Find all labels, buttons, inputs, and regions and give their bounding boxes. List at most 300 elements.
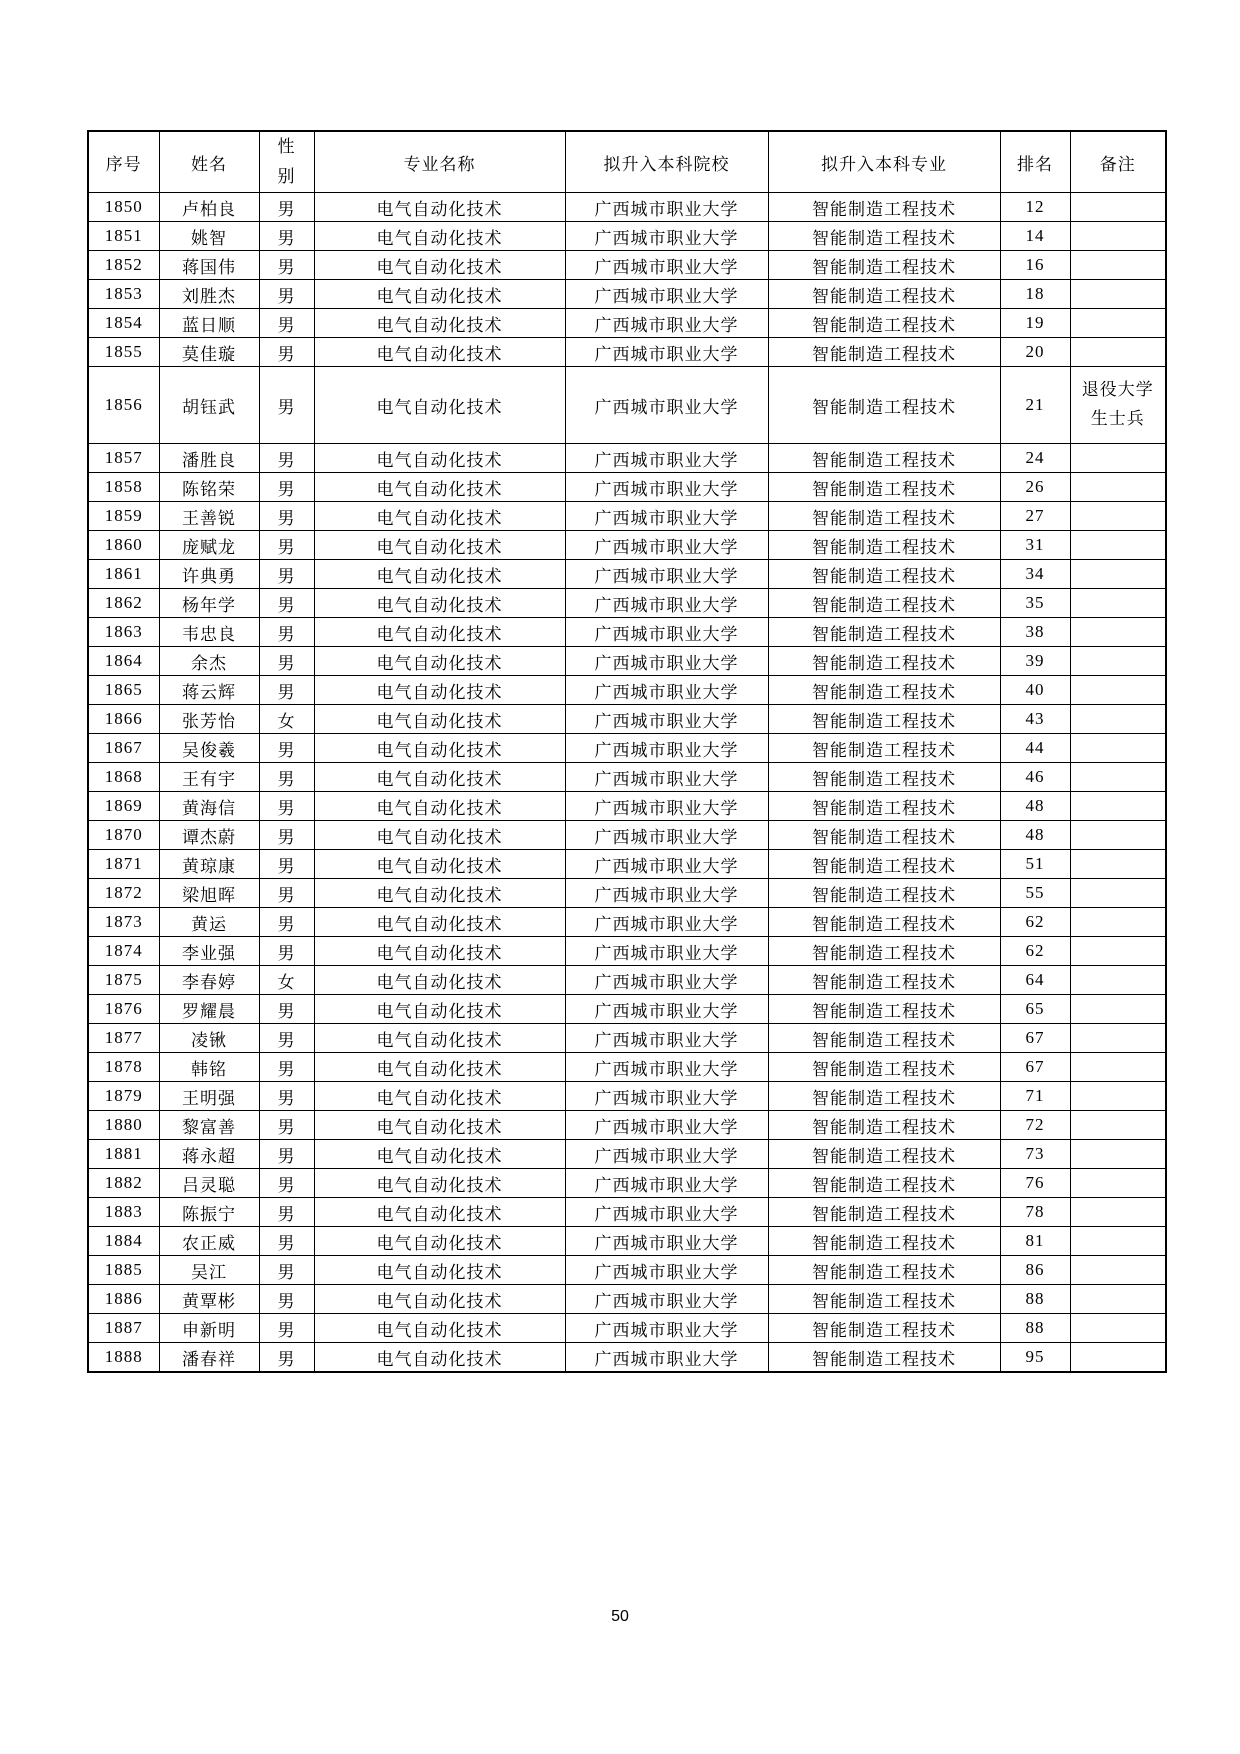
cell-major: 电气自动化技术	[314, 1285, 565, 1314]
cell-remark	[1070, 618, 1166, 647]
cell-target: 智能制造工程技术	[768, 309, 1000, 338]
header-major: 专业名称	[314, 131, 565, 193]
cell-rank: 48	[1000, 792, 1070, 821]
cell-college: 广西城市职业大学	[565, 1053, 768, 1082]
table-row	[88, 193, 1166, 222]
cell-college: 广西城市职业大学	[565, 850, 768, 879]
table-row	[88, 850, 1166, 879]
cell-rank: 19	[1000, 309, 1070, 338]
cell-target: 智能制造工程技术	[768, 937, 1000, 966]
cell-remark	[1070, 309, 1166, 338]
cell-rank: 35	[1000, 589, 1070, 618]
cell-major: 电气自动化技术	[314, 1024, 565, 1053]
cell-gender: 男	[259, 531, 314, 560]
cell-rank: 48	[1000, 821, 1070, 850]
cell-college: 广西城市职业大学	[565, 995, 768, 1024]
cell-rank: 27	[1000, 502, 1070, 531]
table-row	[88, 705, 1166, 734]
cell-name: 陈铭荣	[159, 473, 259, 502]
cell-gender: 男	[259, 937, 314, 966]
cell-name: 杨年学	[159, 589, 259, 618]
cell-gender: 男	[259, 1256, 314, 1285]
cell-index: 1873	[88, 908, 159, 937]
cell-gender: 男	[259, 444, 314, 473]
cell-index: 1865	[88, 676, 159, 705]
cell-rank: 51	[1000, 850, 1070, 879]
cell-index: 1851	[88, 222, 159, 251]
cell-name: 蒋永超	[159, 1140, 259, 1169]
cell-index: 1884	[88, 1227, 159, 1256]
cell-rank: 34	[1000, 560, 1070, 589]
cell-gender: 男	[259, 821, 314, 850]
cell-rank: 67	[1000, 1053, 1070, 1082]
cell-college: 广西城市职业大学	[565, 502, 768, 531]
cell-rank: 39	[1000, 647, 1070, 676]
cell-index: 1862	[88, 589, 159, 618]
cell-remark	[1070, 1285, 1166, 1314]
cell-target: 智能制造工程技术	[768, 1256, 1000, 1285]
cell-major: 电气自动化技术	[314, 1082, 565, 1111]
cell-index: 1887	[88, 1314, 159, 1343]
cell-gender: 男	[259, 1169, 314, 1198]
cell-gender: 男	[259, 473, 314, 502]
cell-remark: 退役大学生士兵	[1070, 367, 1166, 444]
cell-major: 电气自动化技术	[314, 1053, 565, 1082]
table-row	[88, 676, 1166, 705]
table-row	[88, 1314, 1166, 1343]
cell-major: 电气自动化技术	[314, 222, 565, 251]
cell-name: 韦忠良	[159, 618, 259, 647]
cell-major: 电气自动化技术	[314, 502, 565, 531]
cell-index: 1866	[88, 705, 159, 734]
cell-gender: 男	[259, 792, 314, 821]
cell-name: 谭杰蔚	[159, 821, 259, 850]
header-target: 拟升入本科专业	[768, 131, 1000, 193]
cell-name: 王善锐	[159, 502, 259, 531]
cell-gender: 男	[259, 309, 314, 338]
cell-college: 广西城市职业大学	[565, 908, 768, 937]
cell-college: 广西城市职业大学	[565, 444, 768, 473]
cell-name: 农正威	[159, 1227, 259, 1256]
cell-remark	[1070, 560, 1166, 589]
cell-name: 庞赋龙	[159, 531, 259, 560]
cell-college: 广西城市职业大学	[565, 531, 768, 560]
cell-major: 电气自动化技术	[314, 1169, 565, 1198]
cell-index: 1856	[88, 367, 159, 444]
table-row	[88, 1198, 1166, 1227]
cell-remark	[1070, 705, 1166, 734]
cell-name: 黎富善	[159, 1111, 259, 1140]
table-row	[88, 1256, 1166, 1285]
header-rank: 排名	[1000, 131, 1070, 193]
cell-gender: 男	[259, 879, 314, 908]
page-number: 50	[611, 1608, 629, 1625]
cell-target: 智能制造工程技术	[768, 280, 1000, 309]
cell-remark	[1070, 1169, 1166, 1198]
cell-major: 电气自动化技术	[314, 937, 565, 966]
cell-major: 电气自动化技术	[314, 1140, 565, 1169]
table-row	[88, 589, 1166, 618]
cell-major: 电气自动化技术	[314, 589, 565, 618]
cell-major: 电气自动化技术	[314, 879, 565, 908]
cell-remark	[1070, 222, 1166, 251]
student-roster-table	[87, 130, 1167, 1373]
header-remark: 备注	[1070, 131, 1166, 193]
cell-remark	[1070, 937, 1166, 966]
cell-major: 电气自动化技术	[314, 531, 565, 560]
cell-name: 韩铭	[159, 1053, 259, 1082]
cell-name: 蒋云辉	[159, 676, 259, 705]
cell-remark	[1070, 1198, 1166, 1227]
cell-major: 电气自动化技术	[314, 1111, 565, 1140]
cell-rank: 67	[1000, 1024, 1070, 1053]
cell-gender: 男	[259, 367, 314, 444]
cell-name: 许典勇	[159, 560, 259, 589]
cell-college: 广西城市职业大学	[565, 792, 768, 821]
cell-remark	[1070, 502, 1166, 531]
cell-name: 黄运	[159, 908, 259, 937]
cell-rank: 76	[1000, 1169, 1070, 1198]
cell-index: 1885	[88, 1256, 159, 1285]
cell-target: 智能制造工程技术	[768, 338, 1000, 367]
cell-remark	[1070, 338, 1166, 367]
table-row	[88, 1111, 1166, 1140]
cell-target: 智能制造工程技术	[768, 367, 1000, 444]
cell-college: 广西城市职业大学	[565, 1082, 768, 1111]
cell-gender: 男	[259, 1140, 314, 1169]
cell-name: 姚智	[159, 222, 259, 251]
cell-index: 1882	[88, 1169, 159, 1198]
cell-remark	[1070, 850, 1166, 879]
header-row	[88, 131, 1166, 193]
cell-rank: 62	[1000, 937, 1070, 966]
cell-major: 电气自动化技术	[314, 792, 565, 821]
table-row	[88, 647, 1166, 676]
cell-major: 电气自动化技术	[314, 560, 565, 589]
cell-college: 广西城市职业大学	[565, 251, 768, 280]
cell-gender: 男	[259, 1053, 314, 1082]
cell-major: 电气自动化技术	[314, 705, 565, 734]
table-row	[88, 1082, 1166, 1111]
cell-index: 1883	[88, 1198, 159, 1227]
cell-name: 胡钰武	[159, 367, 259, 444]
cell-name: 卢柏良	[159, 193, 259, 222]
cell-gender: 男	[259, 763, 314, 792]
cell-college: 广西城市职业大学	[565, 367, 768, 444]
cell-index: 1871	[88, 850, 159, 879]
cell-index: 1881	[88, 1140, 159, 1169]
table-row	[88, 473, 1166, 502]
cell-college: 广西城市职业大学	[565, 1343, 768, 1373]
cell-college: 广西城市职业大学	[565, 589, 768, 618]
cell-name: 蓝日顺	[159, 309, 259, 338]
cell-index: 1880	[88, 1111, 159, 1140]
cell-rank: 72	[1000, 1111, 1070, 1140]
cell-rank: 78	[1000, 1198, 1070, 1227]
cell-rank: 65	[1000, 995, 1070, 1024]
table-row	[88, 251, 1166, 280]
cell-name: 吴江	[159, 1256, 259, 1285]
cell-target: 智能制造工程技术	[768, 908, 1000, 937]
cell-rank: 95	[1000, 1343, 1070, 1373]
cell-college: 广西城市职业大学	[565, 338, 768, 367]
cell-gender: 男	[259, 560, 314, 589]
cell-college: 广西城市职业大学	[565, 879, 768, 908]
cell-college: 广西城市职业大学	[565, 763, 768, 792]
cell-rank: 64	[1000, 966, 1070, 995]
cell-target: 智能制造工程技术	[768, 531, 1000, 560]
cell-remark	[1070, 647, 1166, 676]
cell-index: 1852	[88, 251, 159, 280]
cell-major: 电气自动化技术	[314, 995, 565, 1024]
cell-major: 电气自动化技术	[314, 850, 565, 879]
table-row	[88, 821, 1166, 850]
cell-remark	[1070, 280, 1166, 309]
cell-gender: 男	[259, 1227, 314, 1256]
cell-name: 王有宇	[159, 763, 259, 792]
cell-index: 1867	[88, 734, 159, 763]
cell-remark	[1070, 589, 1166, 618]
cell-rank: 71	[1000, 1082, 1070, 1111]
cell-gender: 男	[259, 1314, 314, 1343]
cell-index: 1869	[88, 792, 159, 821]
header-college: 拟升入本科院校	[565, 131, 768, 193]
cell-index: 1850	[88, 193, 159, 222]
cell-rank: 73	[1000, 1140, 1070, 1169]
cell-name: 潘春祥	[159, 1343, 259, 1373]
cell-remark	[1070, 1256, 1166, 1285]
cell-target: 智能制造工程技术	[768, 1082, 1000, 1111]
table-row	[88, 1169, 1166, 1198]
cell-major: 电气自动化技术	[314, 1198, 565, 1227]
cell-name: 黄琼康	[159, 850, 259, 879]
cell-target: 智能制造工程技术	[768, 1198, 1000, 1227]
cell-college: 广西城市职业大学	[565, 280, 768, 309]
cell-college: 广西城市职业大学	[565, 734, 768, 763]
cell-gender: 男	[259, 995, 314, 1024]
cell-rank: 46	[1000, 763, 1070, 792]
cell-major: 电气自动化技术	[314, 251, 565, 280]
cell-index: 1888	[88, 1343, 159, 1373]
cell-name: 蒋国伟	[159, 251, 259, 280]
table-row	[88, 1053, 1166, 1082]
cell-major: 电气自动化技术	[314, 647, 565, 676]
cell-college: 广西城市职业大学	[565, 1314, 768, 1343]
cell-name: 吕灵聪	[159, 1169, 259, 1198]
table-row	[88, 560, 1166, 589]
table-row	[88, 792, 1166, 821]
cell-name: 余杰	[159, 647, 259, 676]
cell-remark	[1070, 251, 1166, 280]
cell-major: 电气自动化技术	[314, 1227, 565, 1256]
cell-rank: 88	[1000, 1285, 1070, 1314]
table-row	[88, 908, 1166, 937]
cell-gender: 男	[259, 850, 314, 879]
cell-index: 1876	[88, 995, 159, 1024]
cell-index: 1861	[88, 560, 159, 589]
cell-remark	[1070, 1343, 1166, 1373]
cell-rank: 21	[1000, 367, 1070, 444]
cell-target: 智能制造工程技术	[768, 560, 1000, 589]
cell-major: 电气自动化技术	[314, 1343, 565, 1373]
cell-index: 1864	[88, 647, 159, 676]
table-row	[88, 222, 1166, 251]
cell-major: 电气自动化技术	[314, 821, 565, 850]
table-row	[88, 367, 1166, 444]
cell-index: 1868	[88, 763, 159, 792]
table-row	[88, 338, 1166, 367]
cell-rank: 12	[1000, 193, 1070, 222]
cell-target: 智能制造工程技术	[768, 995, 1000, 1024]
cell-index: 1879	[88, 1082, 159, 1111]
cell-target: 智能制造工程技术	[768, 879, 1000, 908]
cell-remark	[1070, 1053, 1166, 1082]
cell-college: 广西城市职业大学	[565, 618, 768, 647]
cell-rank: 86	[1000, 1256, 1070, 1285]
cell-rank: 62	[1000, 908, 1070, 937]
cell-target: 智能制造工程技术	[768, 676, 1000, 705]
cell-major: 电气自动化技术	[314, 193, 565, 222]
cell-major: 电气自动化技术	[314, 367, 565, 444]
cell-target: 智能制造工程技术	[768, 705, 1000, 734]
table-header	[88, 131, 1166, 193]
cell-target: 智能制造工程技术	[768, 193, 1000, 222]
cell-target: 智能制造工程技术	[768, 850, 1000, 879]
cell-name: 吴俊羲	[159, 734, 259, 763]
cell-name: 潘胜良	[159, 444, 259, 473]
cell-college: 广西城市职业大学	[565, 821, 768, 850]
cell-index: 1857	[88, 444, 159, 473]
cell-major: 电气自动化技术	[314, 309, 565, 338]
cell-remark	[1070, 1227, 1166, 1256]
cell-college: 广西城市职业大学	[565, 193, 768, 222]
cell-college: 广西城市职业大学	[565, 1198, 768, 1227]
cell-name: 黄覃彬	[159, 1285, 259, 1314]
table-row	[88, 1140, 1166, 1169]
cell-gender: 男	[259, 618, 314, 647]
table-row	[88, 879, 1166, 908]
cell-college: 广西城市职业大学	[565, 937, 768, 966]
cell-college: 广西城市职业大学	[565, 1256, 768, 1285]
table-row	[88, 444, 1166, 473]
cell-name: 李春婷	[159, 966, 259, 995]
cell-rank: 81	[1000, 1227, 1070, 1256]
cell-remark	[1070, 879, 1166, 908]
table-row	[88, 1227, 1166, 1256]
cell-major: 电气自动化技术	[314, 280, 565, 309]
cell-target: 智能制造工程技术	[768, 473, 1000, 502]
cell-index: 1872	[88, 879, 159, 908]
cell-college: 广西城市职业大学	[565, 676, 768, 705]
cell-name: 罗耀晨	[159, 995, 259, 1024]
cell-rank: 88	[1000, 1314, 1070, 1343]
cell-index: 1854	[88, 309, 159, 338]
cell-college: 广西城市职业大学	[565, 705, 768, 734]
cell-gender: 男	[259, 589, 314, 618]
cell-rank: 24	[1000, 444, 1070, 473]
cell-major: 电气自动化技术	[314, 618, 565, 647]
cell-target: 智能制造工程技术	[768, 251, 1000, 280]
cell-remark	[1070, 473, 1166, 502]
cell-remark	[1070, 734, 1166, 763]
table-row	[88, 966, 1166, 995]
cell-gender: 男	[259, 1111, 314, 1140]
cell-target: 智能制造工程技术	[768, 1227, 1000, 1256]
table-row	[88, 937, 1166, 966]
table-row	[88, 734, 1166, 763]
cell-name: 申新明	[159, 1314, 259, 1343]
cell-name: 梁旭晖	[159, 879, 259, 908]
cell-index: 1860	[88, 531, 159, 560]
cell-gender: 男	[259, 251, 314, 280]
cell-name: 黄海信	[159, 792, 259, 821]
table-row	[88, 1285, 1166, 1314]
cell-target: 智能制造工程技术	[768, 1343, 1000, 1373]
cell-rank: 38	[1000, 618, 1070, 647]
cell-index: 1877	[88, 1024, 159, 1053]
cell-index: 1875	[88, 966, 159, 995]
cell-rank: 44	[1000, 734, 1070, 763]
header-index: 序号	[88, 131, 159, 193]
cell-remark	[1070, 995, 1166, 1024]
cell-college: 广西城市职业大学	[565, 1227, 768, 1256]
cell-target: 智能制造工程技术	[768, 1140, 1000, 1169]
cell-remark	[1070, 1024, 1166, 1053]
cell-remark	[1070, 1314, 1166, 1343]
cell-index: 1855	[88, 338, 159, 367]
cell-gender: 男	[259, 908, 314, 937]
cell-name: 李业强	[159, 937, 259, 966]
cell-rank: 55	[1000, 879, 1070, 908]
table-row	[88, 995, 1166, 1024]
cell-major: 电气自动化技术	[314, 473, 565, 502]
cell-college: 广西城市职业大学	[565, 473, 768, 502]
cell-rank: 20	[1000, 338, 1070, 367]
cell-target: 智能制造工程技术	[768, 1111, 1000, 1140]
header-gender	[259, 131, 314, 193]
cell-remark	[1070, 763, 1166, 792]
cell-remark	[1070, 821, 1166, 850]
cell-rank: 31	[1000, 531, 1070, 560]
table-row	[88, 1343, 1166, 1373]
table-row	[88, 618, 1166, 647]
cell-name: 莫佳璇	[159, 338, 259, 367]
cell-major: 电气自动化技术	[314, 444, 565, 473]
cell-target: 智能制造工程技术	[768, 966, 1000, 995]
cell-target: 智能制造工程技术	[768, 792, 1000, 821]
cell-index: 1874	[88, 937, 159, 966]
cell-index: 1863	[88, 618, 159, 647]
cell-major: 电气自动化技术	[314, 1314, 565, 1343]
cell-remark	[1070, 531, 1166, 560]
cell-gender: 男	[259, 647, 314, 676]
cell-gender: 男	[259, 1343, 314, 1373]
header-name: 姓名	[159, 131, 259, 193]
cell-index: 1858	[88, 473, 159, 502]
cell-target: 智能制造工程技术	[768, 502, 1000, 531]
table-row	[88, 531, 1166, 560]
cell-name: 凌锹	[159, 1024, 259, 1053]
cell-rank: 43	[1000, 705, 1070, 734]
cell-remark	[1070, 676, 1166, 705]
cell-gender: 女	[259, 705, 314, 734]
cell-remark	[1070, 1140, 1166, 1169]
cell-gender: 男	[259, 193, 314, 222]
cell-major: 电气自动化技术	[314, 908, 565, 937]
cell-major: 电气自动化技术	[314, 763, 565, 792]
cell-target: 智能制造工程技术	[768, 821, 1000, 850]
cell-target: 智能制造工程技术	[768, 647, 1000, 676]
